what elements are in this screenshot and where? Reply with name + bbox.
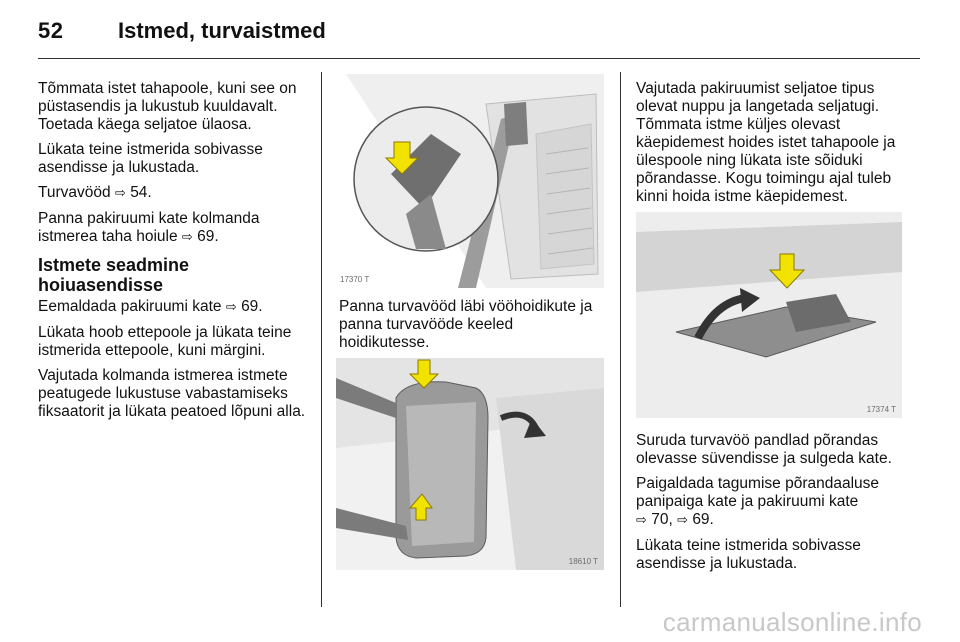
figure-code: 17370 T — [340, 275, 370, 284]
paragraph: Lükata teine istmerida sobivasse asendisse ja lukustada. — [636, 537, 861, 572]
figure-code: 17374 T — [866, 405, 896, 414]
page-reference[interactable]: 69. — [692, 511, 714, 528]
section-heading: Istmete seadmine hoiuasendisse — [38, 255, 190, 295]
paragraph: Vajutada kolmanda istmerea istmete peatugede lukustuse vabastamiseks fiksaatorit ja lükata peatoed lõpuni alla. — [38, 367, 306, 420]
column-divider-1 — [321, 72, 322, 607]
figure-code: 18610 T — [568, 557, 598, 566]
page-ref-arrow-icon: ⇨ — [636, 513, 647, 528]
column-3-top — [636, 80, 904, 213]
paragraph: Eemaldada pakiruumi kate ⇨ 69. — [38, 298, 263, 315]
header-rule — [38, 58, 920, 59]
column-2-caption — [339, 298, 607, 359]
page-header — [0, 0, 960, 62]
paragraph: Vajutada pakiruumist seljatoe tipus olevat nuppu ja langetada seljatugi. Tõmmata istme küljes olevast käepidemest hoides istet tahapoole ja ülespoole ning lükata iste sõiduki põrandasse. Kogu toimingu ajal tuleb kinni hoida istme käepidemest. — [636, 80, 896, 205]
page-reference[interactable]: 54. — [130, 184, 152, 201]
paragraph: Lükata hoob ettepoole ja lükata teine istmerida ettepoole, kuni märgini. — [38, 324, 292, 359]
paragraph: Panna pakiruumi kate kolmanda istmerea taha hoiule ⇨ 69. — [38, 210, 260, 245]
column-1 — [38, 80, 310, 428]
page-number: 52 — [38, 18, 64, 43]
watermark: carmanualsonline.info — [662, 607, 922, 637]
page-ref-arrow-icon: ⇨ — [225, 300, 237, 315]
column-3-bottom — [636, 432, 908, 580]
page-title: Istmed, turvaistmed — [118, 18, 326, 43]
page-ref-arrow-icon: ⇨ — [181, 230, 193, 245]
page-reference[interactable]: 70, — [651, 511, 673, 528]
paragraph: Lükata teine istmerida sobivasse asendisse ja lukustada. — [38, 141, 263, 176]
seat-handle-figure — [636, 212, 902, 418]
seatbelt-figure — [336, 74, 604, 288]
column-divider-2 — [620, 72, 621, 607]
paragraph: Tõmmata istet tahapoole, kuni see on püstasendis ja lukustub kuuldavalt. Toetada käega seljatoe ülaosa. — [38, 80, 297, 133]
paragraph: Paigaldada tagumise põrandaaluse panipaiga kate ja pakiruumi kate ⇨ 70, ⇨ 69. — [636, 475, 880, 528]
paragraph: Turvavööd ⇨ 54. — [38, 184, 152, 201]
seat-backrest-figure — [336, 358, 604, 570]
paragraph: Suruda turvavöö pandlad põrandas olevasse süvendisse ja sulgeda kate. — [636, 432, 892, 467]
paragraph: Panna turvavööd läbi vööhoidikute ja panna turvavööde keeled hoidikutesse. — [339, 298, 593, 351]
page-ref-arrow-icon: ⇨ — [677, 513, 688, 528]
page-reference[interactable]: 69. — [197, 228, 219, 245]
page-reference[interactable]: 69. — [241, 298, 263, 315]
page-ref-arrow-icon: ⇨ — [114, 186, 126, 201]
